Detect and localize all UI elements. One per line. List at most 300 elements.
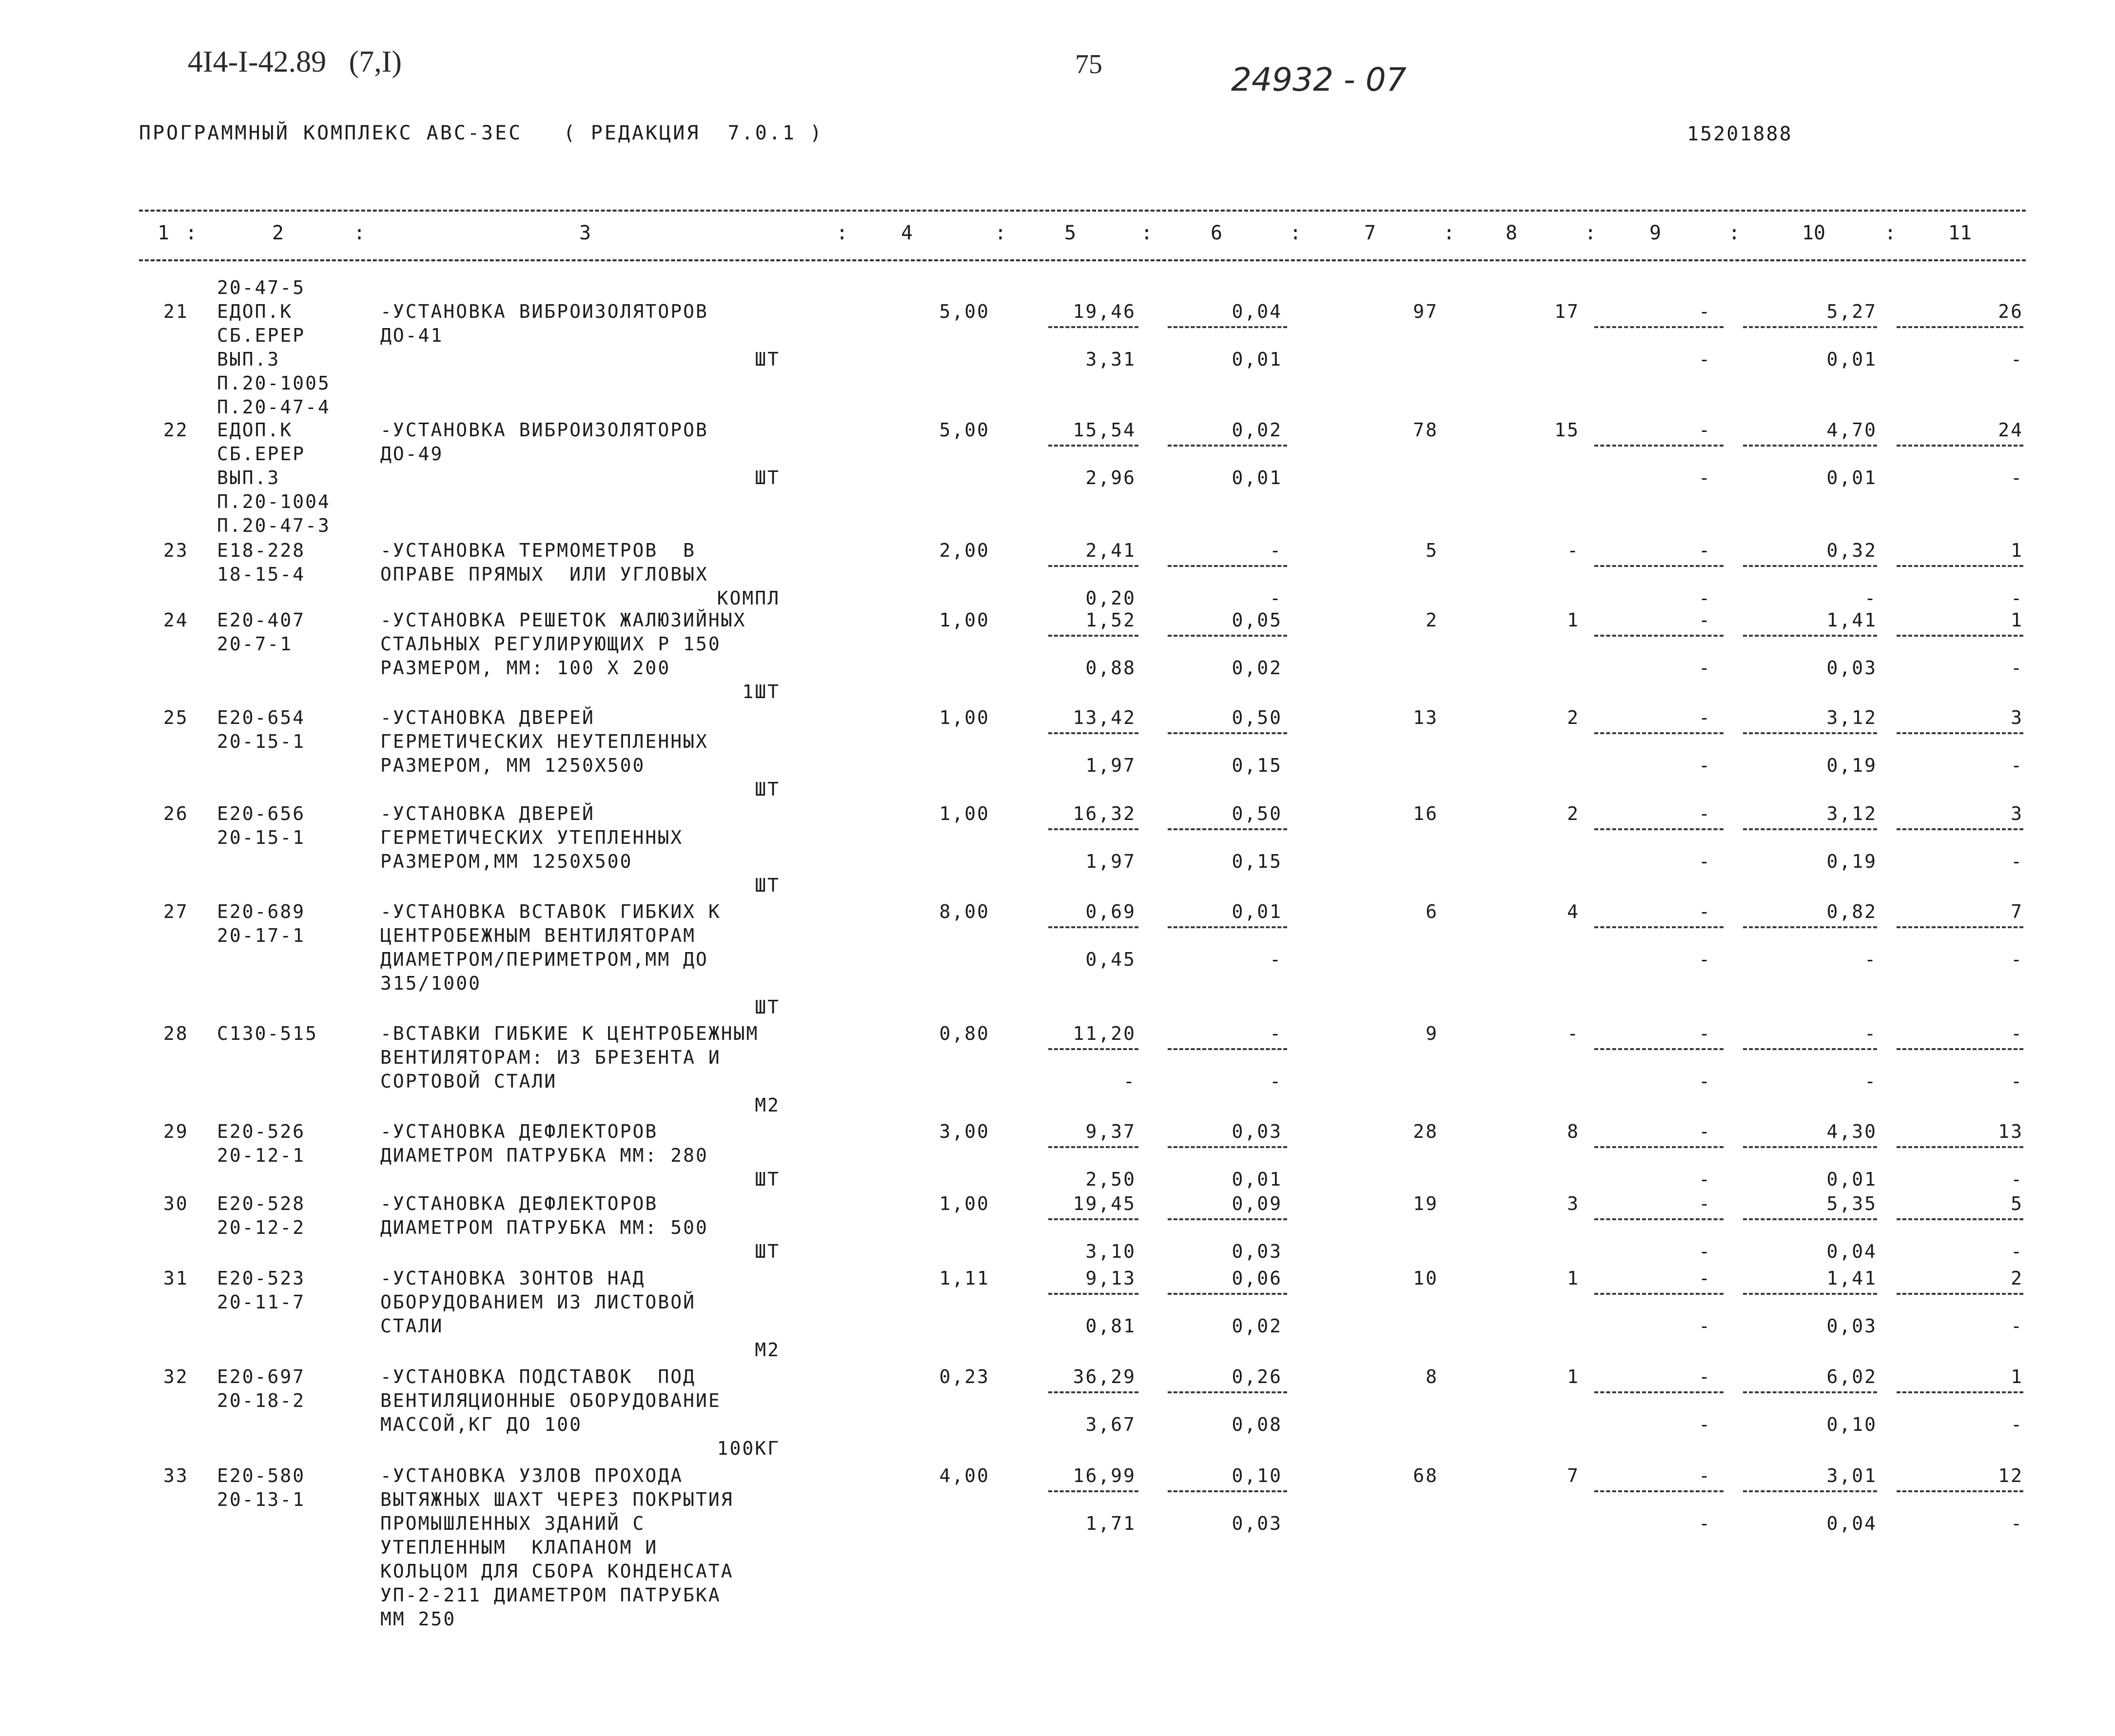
cost-col6-sub: 0,03	[1232, 1513, 1282, 1534]
subtotal-divider	[1897, 445, 2023, 447]
program-line: ПРОГРАММНЫЙ КОМПЛЕКС АВС-3ЕС ( РЕДАКЦИЯ 7.0.1 )	[139, 122, 824, 144]
work-description: -УСТАНОВКА ВСТАВОК ГИБКИХ К	[380, 901, 721, 922]
column-header-9: 9	[1649, 222, 1662, 244]
work-description: -УСТАНОВКА ВИБРОИЗОЛЯТОРОВ	[380, 301, 708, 322]
subtotal-divider	[1168, 326, 1287, 328]
cost-col11: 24	[1998, 419, 2023, 441]
work-description: СОРТОВОЙ СТАЛИ	[380, 1071, 557, 1092]
row-number: 21	[163, 301, 189, 322]
quantity: 1,00	[939, 803, 990, 824]
cost-col8: 1	[1567, 609, 1580, 631]
subtotal-divider	[1743, 326, 1877, 328]
cost-col7: 6	[1426, 901, 1438, 922]
cost-col5-sub: 0,88	[1085, 657, 1136, 679]
cost-col9-sub: -	[1699, 1071, 1711, 1092]
cost-col5: 2,41	[1085, 540, 1136, 561]
cost-col6-sub: -	[1270, 949, 1282, 970]
subtotal-divider	[1594, 732, 1723, 734]
cost-col6-sub: -	[1270, 1071, 1282, 1092]
unit: М2	[755, 1339, 780, 1361]
subtotal-divider	[1048, 635, 1138, 637]
cost-col8: 2	[1567, 803, 1580, 824]
work-description: ММ 250	[380, 1608, 456, 1630]
row-number: 24	[163, 609, 189, 631]
cost-col11-sub: -	[2011, 1071, 2023, 1092]
cost-col6-sub: 0,15	[1232, 755, 1282, 776]
norm-code: П.20-1005	[217, 372, 331, 394]
cost-col11: 1	[2011, 609, 2023, 631]
cost-col10-sub: 0,04	[1826, 1241, 1877, 1262]
subtotal-divider	[1594, 1293, 1723, 1295]
cost-col6: -	[1270, 540, 1282, 561]
subtotal-divider	[1048, 565, 1138, 567]
cost-col10: 3,01	[1826, 1465, 1877, 1486]
row-pre-code: 20-47-5	[217, 277, 306, 298]
cost-col10-sub: 0,01	[1826, 349, 1877, 370]
norm-code: 20-17-1	[217, 925, 306, 946]
cost-col7: 28	[1413, 1121, 1438, 1142]
cost-col8: 4	[1567, 901, 1580, 922]
subtotal-divider	[1048, 445, 1138, 447]
norm-code: Е20-407	[217, 609, 306, 631]
cost-col8: 1	[1567, 1366, 1580, 1387]
cost-col9: -	[1699, 540, 1711, 561]
work-description: -УСТАНОВКА ДВЕРЕЙ	[380, 803, 595, 824]
norm-code: Е18-228	[217, 540, 306, 561]
cost-col6-sub: 0,15	[1232, 851, 1282, 872]
cost-col11: 12	[1998, 1465, 2023, 1486]
cost-col5-sub: 3,10	[1085, 1241, 1136, 1262]
work-description: ГЕРМЕТИЧЕСКИХ УТЕПЛЕННЫХ	[380, 827, 684, 848]
cost-col8: 2	[1567, 707, 1580, 728]
cost-col11-sub: -	[2011, 587, 2023, 609]
subtotal-divider	[1048, 1146, 1138, 1148]
work-description: -УСТАНОВКА ПОДСТАВОК ПОД	[380, 1366, 696, 1387]
quantity: 2,00	[939, 540, 990, 561]
subtotal-divider	[1743, 828, 1877, 830]
cost-col10: 3,12	[1826, 803, 1877, 824]
norm-code: СБ.ЕРЕР	[217, 443, 306, 465]
row-number: 29	[163, 1121, 189, 1142]
column-separator: :	[1728, 222, 1741, 244]
subtotal-divider	[1594, 445, 1723, 447]
cost-col5-sub: 1,97	[1085, 755, 1136, 776]
work-description: -УСТАНОВКА УЗЛОВ ПРОХОДА	[380, 1465, 684, 1486]
cost-col5-sub: 2,96	[1085, 467, 1136, 488]
subtotal-divider	[1897, 926, 2023, 928]
cost-col5: 16,99	[1073, 1465, 1136, 1486]
subtotal-divider	[1168, 1293, 1287, 1295]
quantity: 1,11	[939, 1268, 990, 1289]
cost-col7: 10	[1413, 1268, 1438, 1289]
quantity: 5,00	[939, 419, 990, 441]
quantity: 1,00	[939, 1193, 990, 1214]
unit: М2	[755, 1094, 780, 1116]
subtotal-divider	[1897, 565, 2023, 567]
subtotal-divider	[1594, 1146, 1723, 1148]
subtotal-divider	[1048, 732, 1138, 734]
norm-code: Е20-689	[217, 901, 306, 922]
cost-col10: 5,27	[1826, 301, 1877, 322]
work-description: ДО-49	[380, 443, 444, 465]
column-separator: :	[1290, 222, 1302, 244]
cost-col9-sub: -	[1699, 949, 1711, 970]
norm-code: Е20-656	[217, 803, 306, 824]
column-separator: :	[995, 222, 1007, 244]
cost-col6: 0,09	[1232, 1193, 1282, 1214]
cost-col6-sub: 0,01	[1232, 467, 1282, 488]
subtotal-divider	[1048, 1293, 1138, 1295]
cost-col9: -	[1699, 1023, 1711, 1044]
cost-col11: 5	[2011, 1193, 2023, 1214]
cost-col5: 36,29	[1073, 1366, 1136, 1387]
norm-code: ВЫП.3	[217, 467, 280, 488]
cost-col9-sub: -	[1699, 755, 1711, 776]
cost-col6: 0,50	[1232, 707, 1282, 728]
norm-code: Е20-580	[217, 1465, 306, 1486]
cost-col9-sub: -	[1699, 1315, 1711, 1337]
work-description: -УСТАНОВКА ЗОНТОВ НАД	[380, 1268, 646, 1289]
unit: 100КГ	[717, 1438, 780, 1459]
row-number: 27	[163, 901, 189, 922]
unit: КОМПЛ	[717, 587, 780, 609]
unit: ШТ	[755, 875, 780, 896]
table-top-rule	[139, 210, 2026, 212]
cost-col8: 15	[1554, 419, 1580, 441]
norm-code: 20-15-1	[217, 827, 306, 848]
cost-col8: -	[1567, 1023, 1580, 1044]
unit: 1ШТ	[742, 681, 780, 702]
cost-col10: 6,02	[1826, 1366, 1877, 1387]
column-separator: :	[1884, 222, 1897, 244]
document-code: 4I4-I-42.89 (7,I)	[188, 45, 402, 78]
subtotal-divider	[1048, 1218, 1138, 1220]
cost-col8: 7	[1567, 1465, 1580, 1486]
cost-col10: 4,30	[1826, 1121, 1877, 1142]
cost-col6: 0,26	[1232, 1366, 1282, 1387]
cost-col11-sub: -	[2011, 1315, 2023, 1337]
cost-col7: 2	[1426, 609, 1438, 631]
quantity: 4,00	[939, 1465, 990, 1486]
cost-col5-sub: 3,31	[1085, 349, 1136, 370]
norm-code: 18-15-4	[217, 564, 306, 585]
subtotal-divider	[1168, 732, 1287, 734]
cost-col5: 0,69	[1085, 901, 1136, 922]
cost-col7: 68	[1413, 1465, 1438, 1486]
cost-col6-sub: 0,02	[1232, 1315, 1282, 1337]
column-separator: :	[185, 222, 197, 244]
subtotal-divider	[1594, 635, 1723, 637]
norm-code: 20-12-2	[217, 1217, 306, 1238]
subtotal-divider	[1594, 828, 1723, 830]
cost-col5: 1,52	[1085, 609, 1136, 631]
row-number: 25	[163, 707, 189, 728]
cost-col7: 97	[1413, 301, 1438, 322]
work-description: -ВСТАВКИ ГИБКИЕ К ЦЕНТРОБЕЖНЫМ	[380, 1023, 759, 1044]
subtotal-divider	[1048, 828, 1138, 830]
cost-col10-sub: -	[1864, 587, 1877, 609]
norm-code: 20-13-1	[217, 1489, 306, 1510]
cost-col6: 0,04	[1232, 301, 1282, 322]
cost-col8: 17	[1554, 301, 1580, 322]
cost-col9-sub: -	[1699, 1414, 1711, 1435]
cost-col5-sub: -	[1123, 1071, 1136, 1092]
cost-col5-sub: 1,71	[1085, 1513, 1136, 1534]
subtotal-divider	[1743, 445, 1877, 447]
work-description: ПРОМЫШЛЕННЫХ ЗДАНИЙ С	[380, 1513, 646, 1534]
cost-col11-sub: -	[2011, 755, 2023, 776]
cost-col9: -	[1699, 419, 1711, 441]
work-description: -УСТАНОВКА ВИБРОИЗОЛЯТОРОВ	[380, 419, 708, 441]
subtotal-divider	[1594, 326, 1723, 328]
cost-col7: 8	[1426, 1366, 1438, 1387]
subtotal-divider	[1743, 1218, 1877, 1220]
unit: ШТ	[755, 1169, 780, 1190]
cost-col9-sub: -	[1699, 851, 1711, 872]
subtotal-divider	[1897, 635, 2023, 637]
subtotal-divider	[1168, 1490, 1287, 1492]
work-description: ВЕНТИЛЯЦИОННЫЕ ОБОРУДОВАНИЕ	[380, 1390, 721, 1411]
work-description: ВЫТЯЖНЫХ ШАХТ ЧЕРЕЗ ПОКРЫТИЯ	[380, 1489, 734, 1510]
unit: ШТ	[755, 349, 780, 370]
unit: ШТ	[755, 779, 780, 800]
cost-col9-sub: -	[1699, 1513, 1711, 1534]
column-header-2: 2	[272, 222, 284, 244]
cost-col6: -	[1270, 1023, 1282, 1044]
column-separator: :	[1141, 222, 1153, 244]
work-description: ДО-41	[380, 325, 444, 346]
column-separator: :	[1443, 222, 1455, 244]
cost-col9-sub: -	[1699, 349, 1711, 370]
cost-col8: 8	[1567, 1121, 1580, 1142]
cost-col10: 0,82	[1826, 901, 1877, 922]
subtotal-divider	[1048, 1048, 1138, 1050]
norm-code: ЕДОП.К	[217, 419, 293, 441]
norm-code: 20-12-1	[217, 1145, 306, 1166]
quantity: 3,00	[939, 1121, 990, 1142]
work-description: -УСТАНОВКА ДЕФЛЕКТОРОВ	[380, 1193, 658, 1214]
subtotal-divider	[1048, 1391, 1138, 1393]
subtotal-divider	[1897, 1218, 2023, 1220]
norm-code: 20-7-1	[217, 633, 293, 655]
column-header-8: 8	[1505, 222, 1518, 244]
cost-col5: 19,46	[1073, 301, 1136, 322]
work-description: РАЗМЕРОМ, ММ: 100 Х 200	[380, 657, 671, 679]
subtotal-divider	[1897, 1490, 2023, 1492]
cost-col10-sub: -	[1864, 949, 1877, 970]
subtotal-divider	[1594, 1490, 1723, 1492]
work-description: МАССОЙ,КГ ДО 100	[380, 1414, 583, 1435]
cost-col10-sub: 0,04	[1826, 1513, 1877, 1534]
cost-col11-sub: -	[2011, 1241, 2023, 1262]
cost-col5-sub: 3,67	[1085, 1414, 1136, 1435]
cost-col11: 13	[1998, 1121, 2023, 1142]
norm-code: Е20-697	[217, 1366, 306, 1387]
column-header-4: 4	[901, 222, 913, 244]
cost-col11-sub: -	[2011, 1414, 2023, 1435]
cost-col9-sub: -	[1699, 1241, 1711, 1262]
subtotal-divider	[1168, 445, 1287, 447]
norm-code: Е20-654	[217, 707, 306, 728]
cost-col11: 2	[2011, 1268, 2023, 1289]
work-description: 315/1000	[380, 973, 482, 994]
cost-col7: 16	[1413, 803, 1438, 824]
cost-col9: -	[1699, 803, 1711, 824]
subtotal-divider	[1048, 926, 1138, 928]
subtotal-divider	[1594, 1218, 1723, 1220]
handwritten-number: 24932 - 07	[1231, 61, 1407, 98]
cost-col10-sub: 0,19	[1826, 755, 1877, 776]
subtotal-divider	[1168, 1048, 1287, 1050]
cost-col5: 11,20	[1073, 1023, 1136, 1044]
norm-code: Е20-526	[217, 1121, 306, 1142]
subtotal-divider	[1897, 326, 2023, 328]
cost-col8: 3	[1567, 1193, 1580, 1214]
cost-col11: -	[2011, 1023, 2023, 1044]
work-description: ДИАМЕТРОМ ПАТРУБКА ММ: 280	[380, 1145, 708, 1166]
subtotal-divider	[1168, 926, 1287, 928]
subtotal-divider	[1743, 635, 1877, 637]
work-description: -УСТАНОВКА ТЕРМОМЕТРОВ В	[380, 540, 696, 561]
norm-code: П.20-47-4	[217, 396, 331, 418]
work-description: РАЗМЕРОМ, ММ 1250Х500	[380, 755, 646, 776]
subtotal-divider	[1168, 1146, 1287, 1148]
cost-col11-sub: -	[2011, 349, 2023, 370]
cost-col11: 3	[2011, 707, 2023, 728]
cost-col5: 16,32	[1073, 803, 1136, 824]
cost-col9: -	[1699, 1121, 1711, 1142]
subtotal-divider	[1743, 1048, 1877, 1050]
work-description: -УСТАНОВКА ДВЕРЕЙ	[380, 707, 595, 728]
cost-col5-sub: 0,81	[1085, 1315, 1136, 1337]
cost-col9: -	[1699, 707, 1711, 728]
cost-col8: -	[1567, 540, 1580, 561]
norm-code: П.20-47-3	[217, 515, 331, 536]
subtotal-divider	[1743, 1293, 1877, 1295]
column-header-11: 11	[1948, 222, 1972, 244]
unit: ШТ	[755, 1241, 780, 1262]
subtotal-divider	[1594, 1391, 1723, 1393]
cost-col6-sub: 0,01	[1232, 1169, 1282, 1190]
cost-col9-sub: -	[1699, 587, 1711, 609]
work-description: ВЕНТИЛЯТОРАМ: ИЗ БРЕЗЕНТА И	[380, 1047, 721, 1068]
cost-col11-sub: -	[2011, 949, 2023, 970]
subtotal-divider	[1168, 828, 1287, 830]
norm-code: 20-15-1	[217, 731, 306, 752]
subtotal-divider	[1594, 565, 1723, 567]
work-description: ГЕРМЕТИЧЕСКИХ НЕУТЕПЛЕННЫХ	[380, 731, 708, 752]
cost-col10-sub: 0,19	[1826, 851, 1877, 872]
work-description: ЦЕНТРОБЕЖНЫМ ВЕНТИЛЯТОРАМ	[380, 925, 696, 946]
quantity: 1,00	[939, 707, 990, 728]
cost-col10-sub: 0,01	[1826, 1169, 1877, 1190]
norm-code: ВЫП.3	[217, 349, 280, 370]
work-description: ДИАМЕТРОМ/ПЕРИМЕТРОМ,ММ ДО	[380, 949, 708, 970]
row-number: 22	[163, 419, 189, 441]
cost-col10: 5,35	[1826, 1193, 1877, 1214]
work-description: УТЕПЛЕННЫМ КЛАПАНОМ И	[380, 1537, 658, 1558]
cost-col9: -	[1699, 609, 1711, 631]
subtotal-divider	[1743, 1146, 1877, 1148]
cost-col9-sub: -	[1699, 1169, 1711, 1190]
column-header-6: 6	[1210, 222, 1223, 244]
page-number: 75	[1075, 49, 1102, 79]
cost-col9-sub: -	[1699, 657, 1711, 679]
row-number: 30	[163, 1193, 189, 1214]
cost-col10: 1,41	[1826, 609, 1877, 631]
subtotal-divider	[1743, 1391, 1877, 1393]
cost-col6: 0,10	[1232, 1465, 1282, 1486]
norm-code: 20-18-2	[217, 1390, 306, 1411]
subtotal-divider	[1594, 926, 1723, 928]
cost-col10: 3,12	[1826, 707, 1877, 728]
work-description: ДИАМЕТРОМ ПАТРУБКА ММ: 500	[380, 1217, 708, 1238]
quantity: 1,00	[939, 609, 990, 631]
cost-col5: 9,13	[1085, 1268, 1136, 1289]
cost-col11-sub: -	[2011, 1169, 2023, 1190]
cost-col11: 7	[2011, 901, 2023, 922]
row-number: 31	[163, 1268, 189, 1289]
cost-col5-sub: 0,45	[1085, 949, 1136, 970]
norm-code: Е20-528	[217, 1193, 306, 1214]
subtotal-divider	[1743, 1490, 1877, 1492]
cost-col11-sub: -	[2011, 467, 2023, 488]
work-description: УП-2-211 ДИАМЕТРОМ ПАТРУБКА	[380, 1584, 721, 1606]
column-header-5: 5	[1064, 222, 1077, 244]
cost-col10-sub: 0,01	[1826, 467, 1877, 488]
subtotal-divider	[1897, 828, 2023, 830]
cost-col10: 0,32	[1826, 540, 1877, 561]
column-separator: :	[353, 222, 366, 244]
cost-col10-sub: 0,03	[1826, 657, 1877, 679]
column-header-10: 10	[1802, 222, 1826, 244]
subtotal-divider	[1743, 732, 1877, 734]
cost-col11: 26	[1998, 301, 2023, 322]
cost-col9-sub: -	[1699, 467, 1711, 488]
cost-col5-sub: 1,97	[1085, 851, 1136, 872]
cost-col7: 78	[1413, 419, 1438, 441]
work-description: -УСТАНОВКА ДЕФЛЕКТОРОВ	[380, 1121, 658, 1142]
norm-code: С130-515	[217, 1023, 318, 1044]
cost-col7: 19	[1413, 1193, 1438, 1214]
cost-col10-sub: 0,03	[1826, 1315, 1877, 1337]
subtotal-divider	[1168, 565, 1287, 567]
work-description: СТАЛИ	[380, 1315, 444, 1337]
subtotal-divider	[1743, 926, 1877, 928]
quantity: 0,80	[939, 1023, 990, 1044]
cost-col6-sub: 0,08	[1232, 1414, 1282, 1435]
unit: ШТ	[755, 996, 780, 1018]
cost-col11: 1	[2011, 1366, 2023, 1387]
cost-col7: 13	[1413, 707, 1438, 728]
cost-col6: 0,03	[1232, 1121, 1282, 1142]
subtotal-divider	[1897, 1048, 2023, 1050]
work-description: ОБОРУДОВАНИЕМ ИЗ ЛИСТОВОЙ	[380, 1291, 696, 1313]
work-description: -УСТАНОВКА РЕШЕТОК ЖАЛЮЗИЙНЫХ	[380, 609, 746, 631]
work-description: ОПРАВЕ ПРЯМЫХ ИЛИ УГЛОВЫХ	[380, 564, 708, 585]
work-description: СТАЛЬНЫХ РЕГУЛИРУЮЩИХ Р 150	[380, 633, 721, 655]
cost-col8: 1	[1567, 1268, 1580, 1289]
subtotal-divider	[1168, 1391, 1287, 1393]
cost-col6: 0,06	[1232, 1268, 1282, 1289]
subtotal-divider	[1168, 635, 1287, 637]
cost-col10: 4,70	[1826, 419, 1877, 441]
subtotal-divider	[1897, 1293, 2023, 1295]
cost-col6-sub: 0,01	[1232, 349, 1282, 370]
quantity: 5,00	[939, 301, 990, 322]
cost-col9: -	[1699, 1366, 1711, 1387]
subtotal-divider	[1168, 1218, 1287, 1220]
